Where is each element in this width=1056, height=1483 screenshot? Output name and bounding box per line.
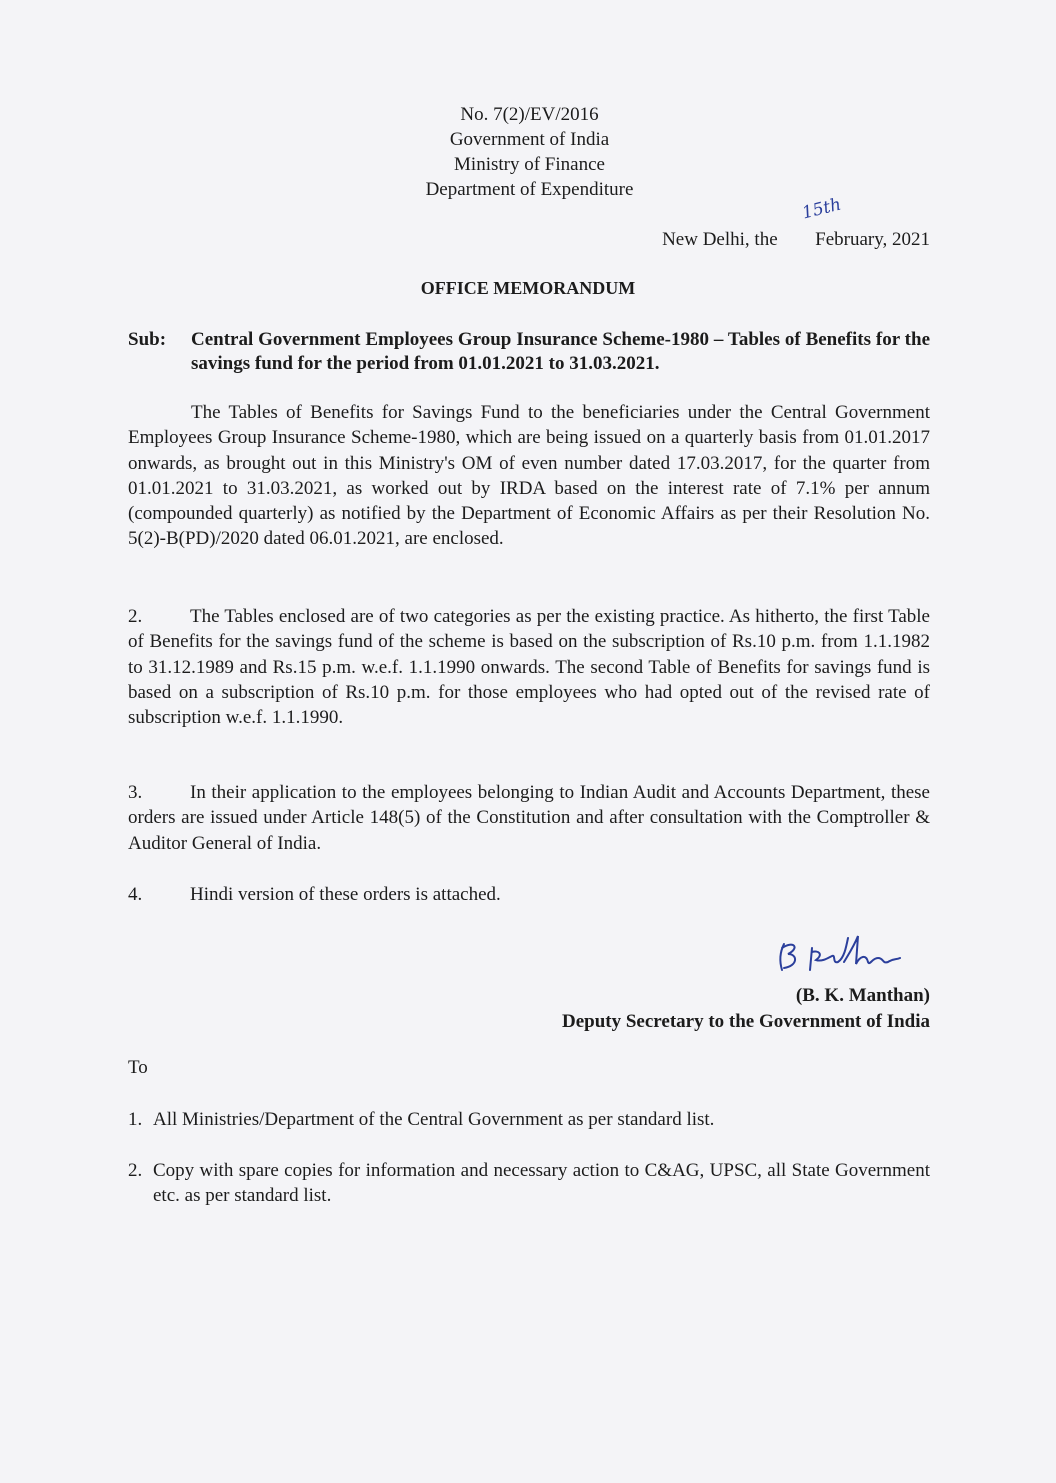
- paragraph-text: Hindi version of these orders is attached.: [190, 884, 501, 905]
- department-line: Department of Expenditure: [425, 179, 634, 200]
- government-line: Government of India: [449, 129, 610, 150]
- handwritten-day: 15th: [800, 194, 844, 224]
- subject-label: Sub:: [128, 329, 167, 350]
- date-suffix: February, 2021: [815, 229, 930, 250]
- file-number: No. 7(2)/EV/2016: [460, 104, 599, 125]
- distribution-item: [128, 1158, 930, 1209]
- paragraph-2: [128, 604, 930, 730]
- paragraph-text: The Tables enclosed are of two categories as per the existing practice. As hitherto, the first Table of Benefits for the savings fund of the scheme is based on the subscription of Rs.10 p.m. from 1.1.1982 to 31.12.1989 and Rs.15 p.m. w.e.f. 1.1.1990 onwards. The second Table of Benefits for savings fund is based on a subscription of Rs.10 p.m. for those employees who had opted out of the revised rate of subscription w.e.f. 1.1.1990.: [128, 606, 930, 729]
- distribution-item: [128, 1107, 930, 1132]
- date-line: [662, 194, 930, 251]
- date-prefix: New Delhi, the: [662, 229, 778, 250]
- paragraph-number: 3.: [128, 782, 143, 803]
- distribution-number: 1.: [128, 1109, 143, 1130]
- signature-block: [562, 983, 930, 1035]
- paragraph-number: 4.: [128, 884, 143, 905]
- to-label: To: [128, 1057, 148, 1078]
- distribution-text: All Ministries/Department of the Central Government as per standard list.: [153, 1109, 715, 1130]
- ministry-line: Ministry of Finance: [454, 154, 605, 175]
- paragraph-number: 2.: [128, 606, 143, 627]
- paragraph-text: In their application to the employees belonging to Indian Audit and Accounts Department, these orders are issued under Article 148(5) of the Constitution and after consultation with the Comptroller & Auditor General of India.: [128, 782, 930, 854]
- letterhead: [0, 102, 1056, 202]
- paragraph-4: [128, 882, 930, 907]
- signature-image: [732, 918, 932, 978]
- subject-text: Central Government Employees Group Insurance Scheme-1980 – Tables of Benefits for the savings fund for the period from 01.01.2021 to 31.03.2021.: [191, 329, 930, 374]
- signatory-designation: Deputy Secretary to the Government of India: [562, 1011, 930, 1032]
- subject-block: [128, 328, 930, 376]
- paragraph-1: The Tables of Benefits for Savings Fund to the beneficiaries under the Central Government Employees Group Insurance Scheme-1980, which are being issued on a quarterly basis from 01.01.2017 onwards, as brought out in this Ministry's OM of even number dated 17.03.2017, for the quarter from 01.01.2021 to 31.03.2021, as worked out by IRDA based on the interest rate of 7.1% per annum (compounded quarterly) as notified by the Department of Economic Affairs as per their Resolution No. 5(2)-B(PD)/2020 dated 06.01.2021, are enclosed.: [128, 402, 930, 550]
- paragraph-3: [128, 780, 930, 856]
- distribution-number: 2.: [128, 1160, 143, 1181]
- signatory-name: (B. K. Manthan): [795, 985, 930, 1006]
- distribution-text: Copy with spare copies for information and necessary action to C&AG, UPSC, all State Government etc. as per standard list.: [153, 1160, 930, 1207]
- page-title: OFFICE MEMORANDUM: [420, 278, 636, 298]
